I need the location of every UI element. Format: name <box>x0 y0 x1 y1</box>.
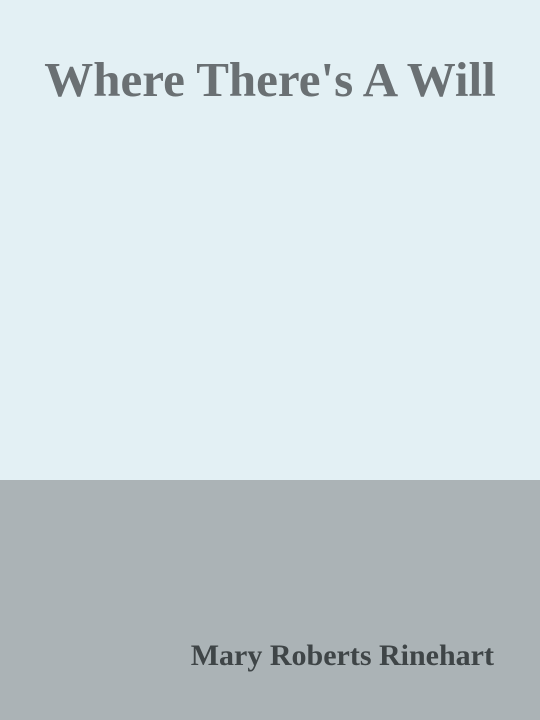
cover-bottom-panel <box>0 480 540 720</box>
book-author: Mary Roberts Rinehart <box>190 639 494 672</box>
book-title: Where There's A Will <box>44 52 496 107</box>
